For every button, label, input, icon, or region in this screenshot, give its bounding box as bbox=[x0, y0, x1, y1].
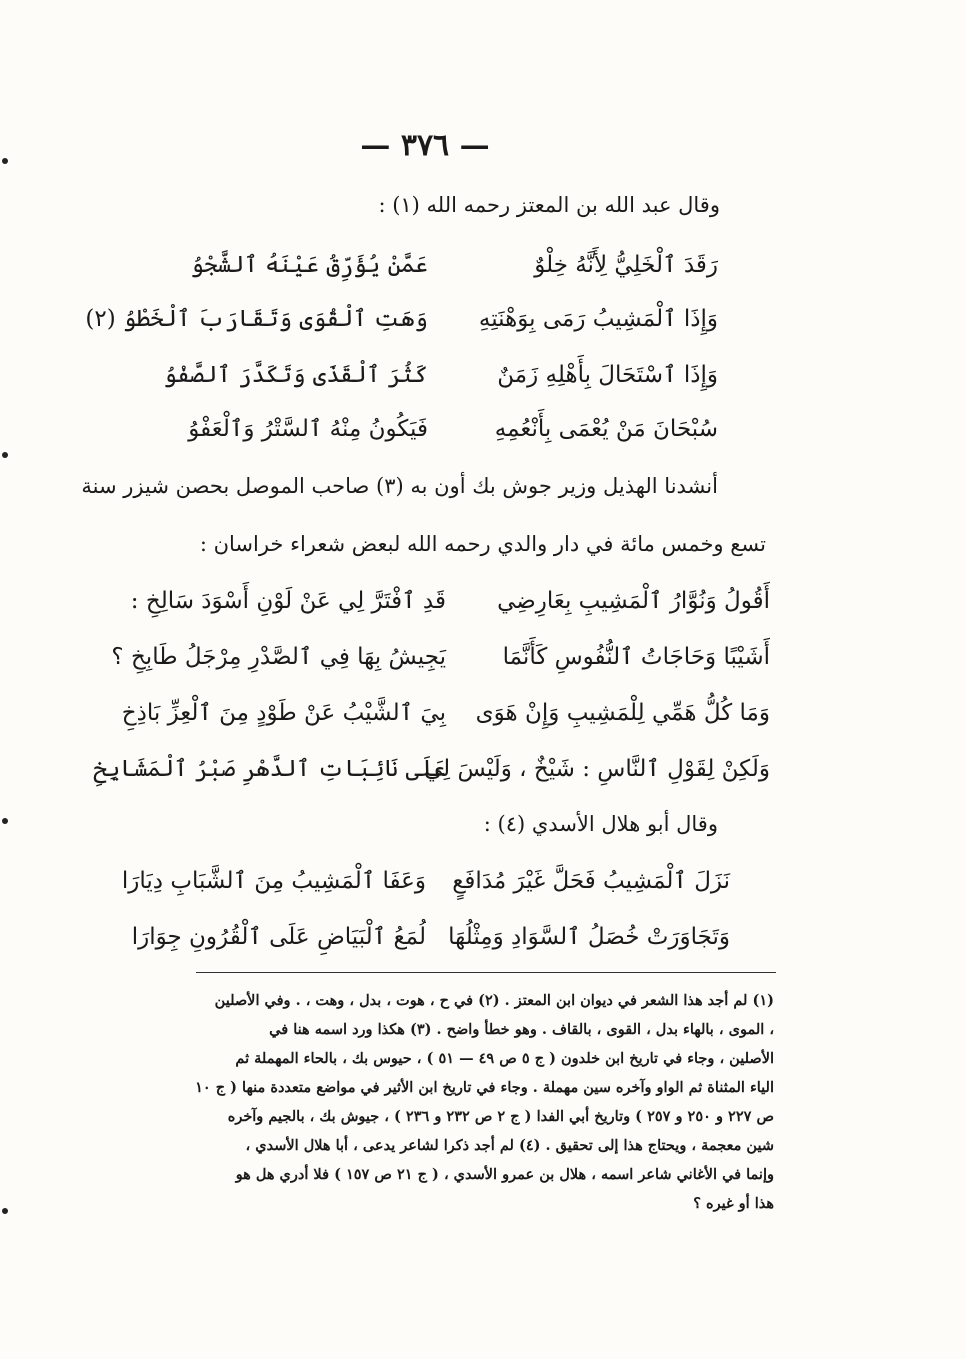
prose-line-1: أنشدنا الهذيل وزير جوش بك أون به (٣) صاحب الموصل بحصن شيزر سنة bbox=[81, 474, 718, 498]
verse-3-right: وَإِذَا ٱسْتَحَالَ بِأَهْلِهِ زَمَنٌ bbox=[497, 362, 718, 388]
footnote-line-6: شين معجمة ، ويحتاج هذا إلى تحقيق . (٤) لم أجد ذكرا لشاعر يدعى ، أبا هلال الأسدي ، bbox=[245, 1137, 774, 1154]
footnote-line-2: ، الموى ، بالهاء بدل ، القوى ، بالقاف . وهو خطأ واضح . (٣) هكذا ورد اسمه هنا في bbox=[269, 1021, 774, 1038]
scan-mark bbox=[2, 1208, 8, 1214]
footnote-line-8: هذا أو غيره ؟ bbox=[693, 1195, 774, 1212]
verse-2-right: وَإِذَا ٱلْمَشِيبُ رَمَى بِوَهْنَتِهِ bbox=[478, 306, 718, 332]
verse-1-right: رَقَدَ ٱلْخَلِيُّ لِأَنَّهُ خِلْوٌ bbox=[534, 252, 718, 278]
page-number: — ٣٧٦ — bbox=[360, 128, 490, 163]
verse-7-right: وَمَا كُلُّ هَمِّي لِلْمَشِيبِ وَإِنْ هَوَى bbox=[475, 700, 770, 726]
verse-2-left: وَهَتِ ٱلْقُوَى وَتَقَارَبَ ٱلْخَطْوُ (٢) bbox=[85, 306, 428, 332]
verse-9-right: نَزَلَ ٱلْمَشِيبُ فَحَلَّ غَيْرَ مُدَافَعٍ bbox=[452, 868, 730, 894]
scan-mark bbox=[2, 818, 8, 824]
verse-7-left: بِيَ ٱلشَّيْبُ عَنْ طَوْدٍ مِنَ ٱلْعِزِّ بَاذِخِ bbox=[121, 700, 446, 726]
scan-mark bbox=[2, 452, 8, 458]
verse-4-right: سُبْحَانَ مَنْ يُعْمَى بِأَنْعُمِهِ bbox=[494, 416, 718, 442]
footnote-line-3: الأصلين ، وجاء في تاريخ ابن خلدون ( ج ٥ ص ٤٩ — ٥١ ) ، حيوس بك ، بالحاء المهملة ثم bbox=[235, 1050, 774, 1067]
verse-9-left: وَعَفَا ٱلْمَشِيبُ مِنَ ٱلشَّبَابِ دِيَارَا bbox=[121, 868, 426, 894]
verse-5-right: أَقُولُ وَنُوَّارُ ٱلْمَشِيبِ بِعَارِضِي bbox=[497, 588, 770, 614]
scan-mark bbox=[2, 158, 8, 164]
verse-10-right: وَتَجَاوَرَتْ خُصَلُ ٱلسَّوَادِ وَمِثْلُهَا bbox=[448, 924, 730, 950]
verse-6-right: أَشَيْبًا وَحَاجَاتُ ٱلنُّفُوسِ كَأَنَّمَا bbox=[502, 644, 770, 670]
footnote-line-1: (١) لم أجد هذا الشعر في ديوان ابن المعتز . (٢) في ح ، هوت ، بدل ، وهت ، . وفي الأصلين bbox=[214, 992, 774, 1009]
footnote-line-4: الياء المثناة ثم الواو وآخره سين مهملة . وجاء في تاريخ ابن الأثير في مواضع متعددة منها ( ج ١٠ bbox=[195, 1079, 774, 1096]
verse-5-left: قَدِ ٱفْتَرَّ لِي عَنْ لَوْنِ أَسْوَدَ سَالِخِ : bbox=[130, 588, 446, 614]
footnote-line-7: وإنما في الأغاني شاعر اسمه ، هلال بن عمرو الأسدي ، ( ج ٢١ ص ١٥٧ ) فلا أدري هل هو bbox=[235, 1166, 774, 1183]
verse-10-left: لُمَعُ ٱلْبَيَاضِ عَلَى ٱلْقُرُونِ جِوَارَا bbox=[131, 924, 426, 950]
poem-intro-abu-hilal: وقال أبو هلال الأسدي (٤) : bbox=[483, 812, 718, 836]
prose-line-2: تسع وخمس مائة في دار والدي رحمه الله لبعض شعراء خراسان : bbox=[199, 532, 766, 556]
verse-8-left: عَلَى نَائِبَاتِ ٱلدَّهْرِ صَبْرُ ٱلْمَشَايِخِ bbox=[93, 756, 446, 782]
footnote-divider bbox=[196, 972, 776, 973]
verse-6-left: يَجِيشُ بِهَا فِي ٱلصَّدْرِ مِرْجَلُ طَابِخِ ؟ bbox=[111, 644, 446, 670]
poem-intro-ibn-almutazz: وقال عبد الله بن المعتز رحمه الله (١) : bbox=[378, 193, 720, 217]
verse-1-left: عَمَّنْ يُؤَرِّقُ عَيْنَهُ ٱلشَّجْوُ bbox=[190, 252, 428, 278]
verse-3-left: كَثُرَ ٱلْقَذَى وَتَكَدَّرَ ٱلصَّفْوُ bbox=[163, 362, 428, 388]
verse-8-right: وَلَكِنْ لِقَوْلِ ٱلنَّاسِ : شَيْخٌ ، وَلَيْسَ لِي bbox=[423, 756, 770, 782]
footnote-line-5: ص ٢٢٧ و ٢٥٠ و ٢٥٧ ) وتاريخ أبي الفدا ( ج ٢ ص ٢٣٢ و ٢٣٦ ) ، جيوش بك ، بالجيم وآخره bbox=[227, 1108, 774, 1125]
verse-4-left: فَيَكُونُ مِنْهُ ٱلسَّتْرُ وَٱلْعَفْوُ bbox=[188, 416, 428, 442]
